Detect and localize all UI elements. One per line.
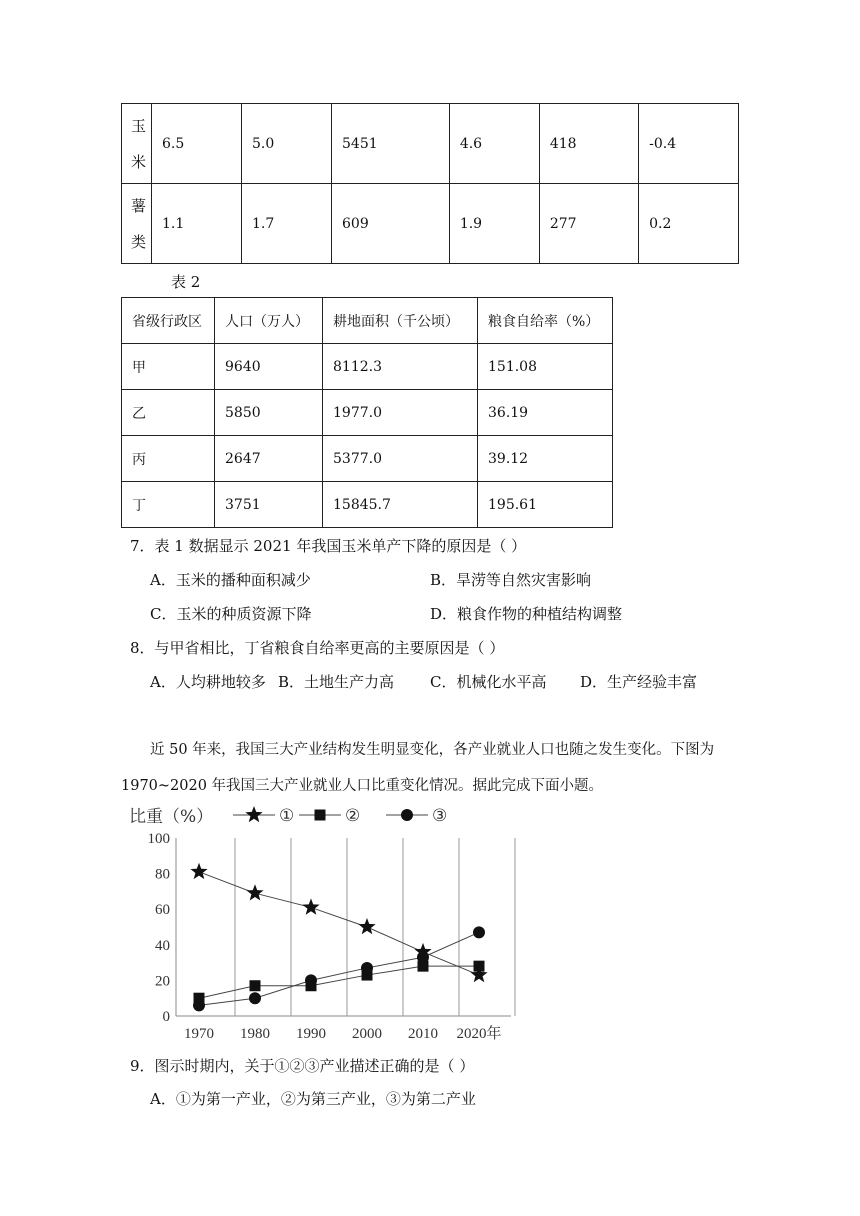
question-9-stem: 9．图示时期内，关于①②③产业描述正确的是（ ） [130,1057,475,1075]
x-tick-label: 2010 [408,1026,438,1042]
question-7-option-d: D．粮食作物的种植结构调整 [430,605,623,623]
data-point-star [302,898,319,914]
table-cell: 4.6 [449,104,539,184]
data-point-circle [361,962,373,974]
table-cell: 玉 米 [122,104,152,184]
data-point-circle [417,951,429,963]
table-cell: 9640 [215,344,323,390]
x-tick-label: 1990 [296,1026,326,1042]
legend-label: ① [279,806,295,826]
intro-paragraph: 近 50 年来，我国三大产业结构发生明显变化，各产业就业人口也随之发生变化。下图为 1970~2020 年我国三大产业就业人口比重变化情况。据此完成下面小题。 [121,742,715,794]
table-cell: 418 [539,104,638,184]
data-point-circle [193,999,205,1011]
table-header: 省级行政区 [122,298,215,344]
data-point-star [190,863,207,879]
y-tick-label: 20 [155,973,170,990]
table-header: 人口（万人） [215,298,323,344]
table-row [122,184,739,264]
x-tick-label: 2020年 [456,1026,502,1042]
question-8-option-c: C．机械化水平高 [430,673,547,691]
legend-label: ③ [432,806,448,826]
data-point-star [358,918,375,934]
data-point-circle [305,974,317,986]
table-cell: 5.0 [242,104,332,184]
table-cell: 1.1 [152,184,242,264]
y-tick-label: 100 [147,831,170,847]
table-cell: 乙 [122,390,215,436]
table-cell: 丁 [122,482,215,528]
y-axis-label: 比重（%） [129,807,214,827]
table-row [122,436,613,482]
table-cell: 甲 [122,344,215,390]
chart-grid [176,838,515,1016]
y-tick-label: 40 [155,937,170,954]
table-cell: 15845.7 [323,482,478,528]
data-point-circle [473,926,485,938]
table-row [122,390,613,436]
table-cell: 609 [332,184,450,264]
series-line-square [199,966,479,998]
table-2-caption: 表 2 [171,273,201,291]
table-header: 耕地面积（千公顷） [323,298,478,344]
question-8-option-a: A．人均耕地较多 [150,673,266,691]
question-7-option-b: B．旱涝等自然灾害影响 [430,571,592,589]
y-tick-label: 0 [162,1009,170,1025]
table-cell: 1.7 [242,184,332,264]
x-tick-label: 1980 [240,1026,270,1042]
table-cell: 5451 [332,104,450,184]
table-cell: 5377.0 [323,436,478,482]
data-point-square [250,980,261,991]
employment-line-chart [121,798,541,1043]
legend-marker-circle [401,809,413,821]
x-tick-label: 1970 [184,1026,214,1042]
series-line-circle [199,932,479,1005]
y-tick-label: 80 [155,866,170,883]
table-cell: 195.61 [478,482,613,528]
table-cell: 2647 [215,436,323,482]
question-8-option-b: B．土地生产力高 [278,673,395,691]
question-7-option-c: C．玉米的种质资源下降 [150,605,312,623]
data-point-star [246,884,263,900]
table-cell: 6.5 [152,104,242,184]
question-9-option-a: A．①为第一产业，②为第三产业，③为第二产业 [150,1090,476,1108]
series-line-star [199,872,479,975]
table-cell: 1.9 [449,184,539,264]
table-cell: 36.19 [478,390,613,436]
y-tick-label: 60 [155,902,170,919]
table-row [122,104,739,184]
x-tick-label: 2000 [352,1026,382,1042]
chart-legend [233,806,447,826]
question-8-option-d: D．生产经验丰富 [580,673,698,691]
table-row [122,344,613,390]
table-row [122,482,613,528]
question-7-stem: 7．表 1 数据显示 2021 年我国玉米单产下降的原因是（ ） [130,537,527,555]
table-cell: 151.08 [478,344,613,390]
table-cell: 39.12 [478,436,613,482]
legend-marker-square [315,810,326,821]
table-cell: 8112.3 [323,344,478,390]
table-cell: 3751 [215,482,323,528]
table-2 [121,297,613,528]
table-cell: 丙 [122,436,215,482]
table-cell: 1977.0 [323,390,478,436]
legend-label: ② [345,806,361,826]
table-cell: -0.4 [639,104,739,184]
table-header-row [122,298,613,344]
table-header: 粮食自给率（%） [478,298,613,344]
table-cell: 薯 类 [122,184,152,264]
table-cell: 277 [539,184,638,264]
question-7-option-a: A．玉米的播种面积减少 [150,571,311,589]
table-1 [121,103,739,264]
table-cell: 0.2 [639,184,739,264]
table-cell: 5850 [215,390,323,436]
data-point-square [474,961,485,972]
question-8-stem: 8．与甲省相比，丁省粮食自给率更高的主要原因是（ ） [130,639,505,657]
legend-marker-star [245,806,262,822]
data-point-circle [249,992,261,1004]
